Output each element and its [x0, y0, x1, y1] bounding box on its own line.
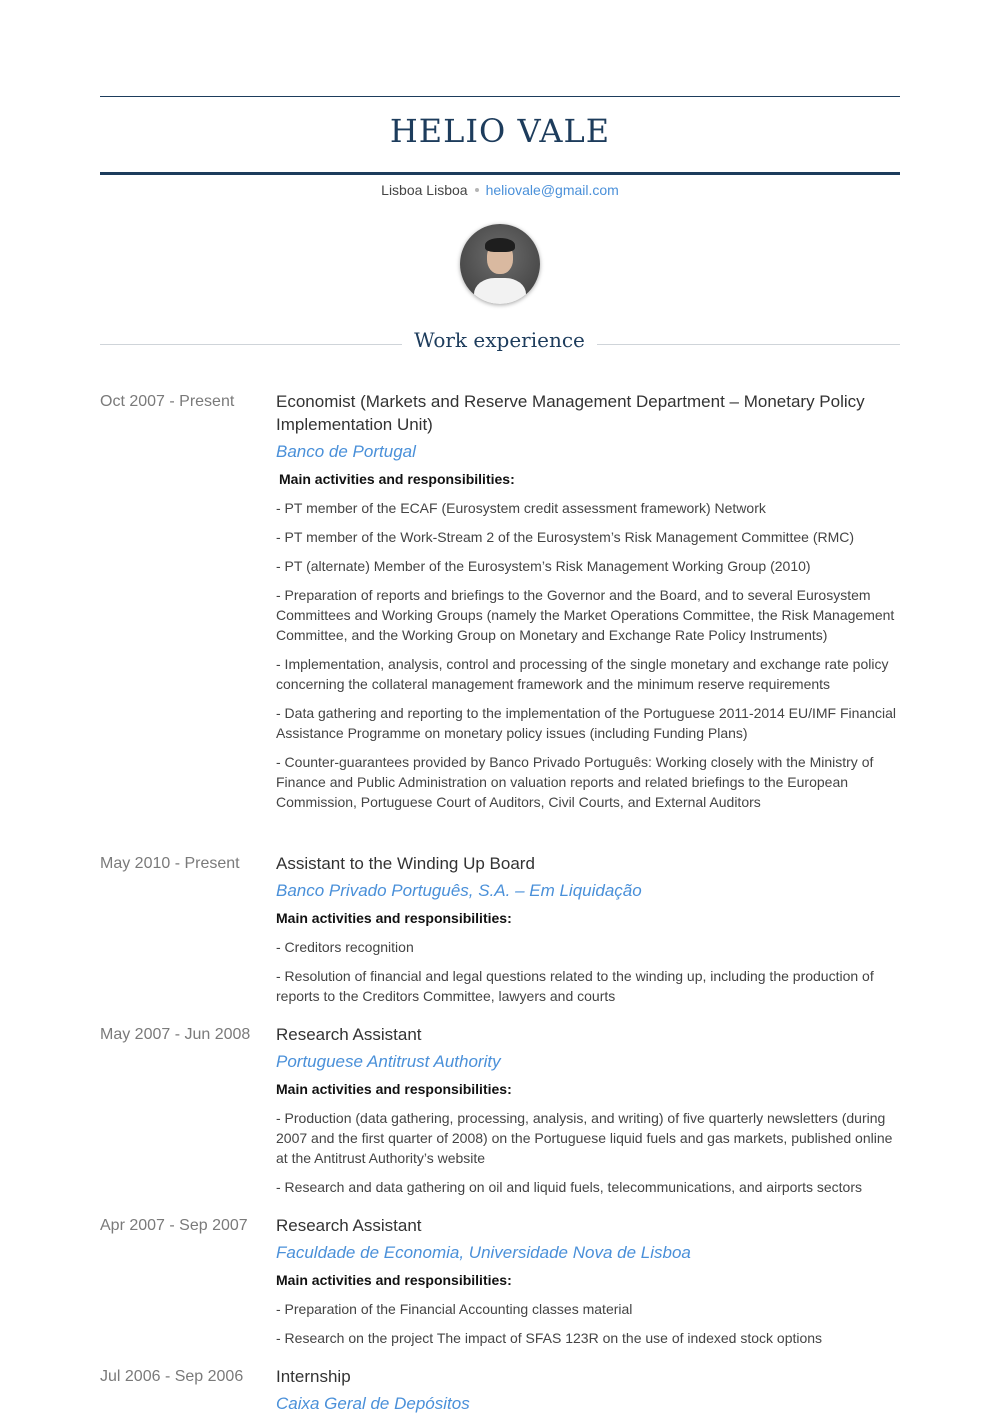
job-date: Apr 2007 - Sep 2007	[100, 1217, 248, 1234]
candidate-name: HELIO VALE	[389, 112, 611, 150]
job-title: Economist (Markets and Reserve Management Department – Monetary Policy Implementation Unit)	[276, 392, 865, 434]
avatar	[460, 224, 540, 304]
section-title: Work experience	[414, 328, 585, 352]
avatar-hair	[485, 238, 515, 252]
section-divider-left	[100, 344, 402, 345]
job-bullet: - Research on the project The impact of SFAS 123R on the use of indexed stock options	[276, 1330, 823, 1346]
contact-line	[100, 182, 900, 198]
job-details	[276, 1365, 902, 1415]
email-link[interactable]: heliovale@gmail.com	[485, 182, 619, 198]
job-bullet: - Data gathering and reporting to the implementation of the Portuguese 2011-2014 EU/IMF Financial Assistance Programme on monetary policy issues (including Funding Plans)	[276, 705, 896, 741]
job-details	[276, 852, 902, 1006]
job-activities-heading: Main activities and responsibilities:	[276, 1081, 512, 1097]
job-bullet: - PT member of the ECAF (Eurosystem credit assessment framework) Network	[276, 500, 766, 516]
job-bullet: - Preparation of the Financial Accounting classes material	[276, 1301, 633, 1317]
avatar-shirt	[474, 278, 526, 304]
job-bullet: - Production (data gathering, processing, analysis, and writing) of five quarterly newsletters (during 2007 and the first quarter of 2008) on the Portuguese liquid fuels and gas markets, published online at the Antitrust Authority’s website	[276, 1110, 893, 1166]
job-company: Banco de Portugal	[276, 442, 416, 461]
job-bullet: - Counter-guarantees provided by Banco Privado Português: Working closely with the Ministry of Finance and Public Administration on valuation reports and related briefings to the European Commission, Portuguese Court of Auditors, Civil Courts, and External Auditors	[276, 754, 874, 810]
job-date: Jul 2006 - Sep 2006	[100, 1368, 244, 1385]
header-bottom-rule	[100, 172, 900, 175]
job-bullet: - PT member of the Work-Stream 2 of the Eurosystem’s Risk Management Committee (RMC)	[276, 529, 855, 545]
job-details	[276, 390, 902, 812]
job-activities-heading: Main activities and responsibilities:	[276, 910, 512, 926]
job-bullet: - Preparation of reports and briefings to the Governor and the Board, and to several Eurosystem Committees and Working Groups (namely the Market Operations Committee, the Risk Management Committee, and the Working Group on Monetary and Exchange Rate Policy Instruments)	[276, 587, 895, 643]
job-bullet: - Research and data gathering on oil and liquid fuels, telecommunications, and airports sectors	[276, 1179, 862, 1195]
job-details	[276, 1214, 902, 1348]
job-bullet: - Resolution of financial and legal questions related to the winding up, including the production of reports to the Creditors Committee, lawyers and courts	[276, 968, 874, 1004]
job-activities-heading: Main activities and responsibilities:	[279, 471, 515, 487]
job-company: Caixa Geral de Depósitos	[276, 1394, 470, 1413]
job-company: Faculdade de Economia, Universidade Nova de Lisboa	[276, 1243, 691, 1262]
job-bullet: - PT (alternate) Member of the Eurosystem’s Risk Management Working Group (2010)	[276, 558, 811, 574]
job-title: Assistant to the Winding Up Board	[276, 854, 535, 873]
job-date: May 2007 - Jun 2008	[100, 1026, 251, 1043]
job-bullet: - Creditors recognition	[276, 939, 414, 955]
location-text: Lisboa Lisboa	[381, 182, 468, 198]
section-header-work-experience	[100, 326, 900, 356]
job-company: Portuguese Antitrust Authority	[276, 1052, 501, 1071]
section-divider-right	[597, 344, 900, 345]
job-title: Internship	[276, 1367, 351, 1386]
separator-dot-icon	[475, 188, 479, 192]
job-details	[276, 1023, 902, 1197]
job-date: May 2010 - Present	[100, 855, 240, 872]
job-company: Banco Privado Português, S.A. – Em Liquidação	[276, 881, 642, 900]
job-title: Research Assistant	[276, 1025, 422, 1044]
job-date: Oct 2007 - Present	[100, 393, 235, 410]
job-title: Research Assistant	[276, 1216, 422, 1235]
header-top-rule	[100, 96, 900, 97]
job-bullet: - Implementation, analysis, control and processing of the single monetary and exchange rate policy concerning the collateral management framework and the minimum reserve requirements	[276, 656, 889, 692]
job-activities-heading: Main activities and responsibilities:	[276, 1272, 512, 1288]
